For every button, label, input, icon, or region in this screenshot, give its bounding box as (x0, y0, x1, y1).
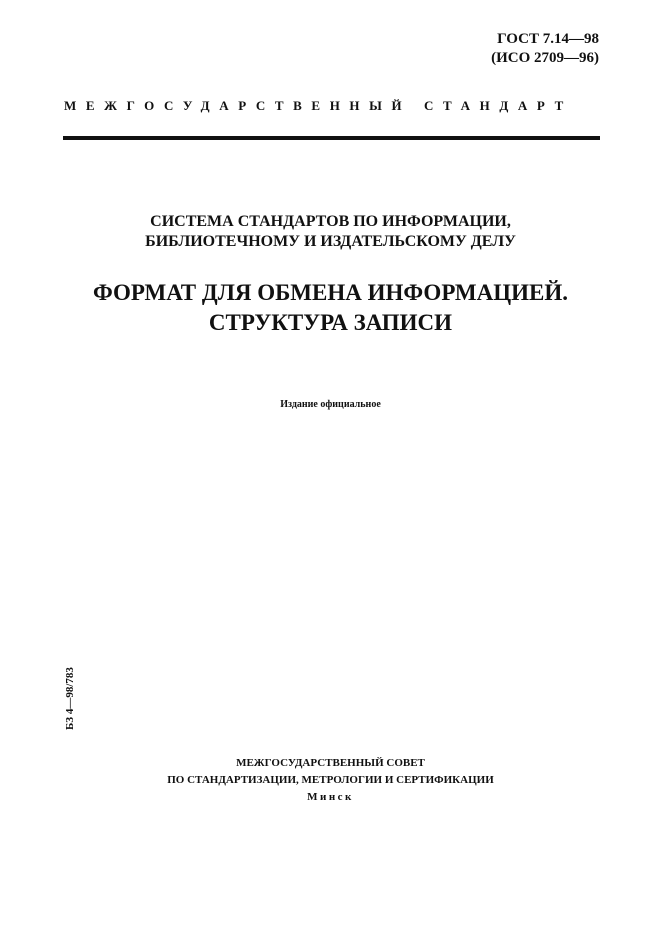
publisher-block (0, 755, 661, 806)
publisher-city: Минск (307, 791, 354, 803)
series-title-line-1: СИСТЕМА СТАНДАРТОВ ПО ИНФОРМАЦИИ, (150, 213, 511, 230)
series-title-line-2: БИБЛИОТЕЧНОМУ И ИЗДАТЕЛЬСКОМУ ДЕЛУ (145, 233, 516, 250)
standard-type-heading: МЕЖГОСУДАРСТВЕННЫЙ СТАНДАРТ (64, 98, 573, 113)
edition-note: Издание официальное (280, 399, 381, 410)
header-divider (63, 136, 600, 140)
document-title-line-2: СТРУКТУРА ЗАПИСИ (208, 310, 453, 335)
document-title-block (0, 278, 661, 338)
publisher-line-2: ПО СТАНДАРТИЗАЦИИ, МЕТРОЛОГИИ И СЕРТИФИКАЦИИ (167, 774, 494, 786)
side-registration-code: БЗ 4—98/783 (64, 667, 76, 730)
document-title-line-1: ФОРМАТ ДЛЯ ОБМЕНА ИНФОРМАЦИЕЙ. (92, 280, 569, 305)
standard-number: ГОСТ 7.14—98 (497, 31, 599, 47)
document-number-block (491, 30, 599, 68)
iso-number: (ИСО 2709—96) (491, 50, 599, 66)
series-title-block (0, 212, 661, 252)
publisher-line-1: МЕЖГОСУДАРСТВЕННЫЙ СОВЕТ (236, 757, 425, 769)
